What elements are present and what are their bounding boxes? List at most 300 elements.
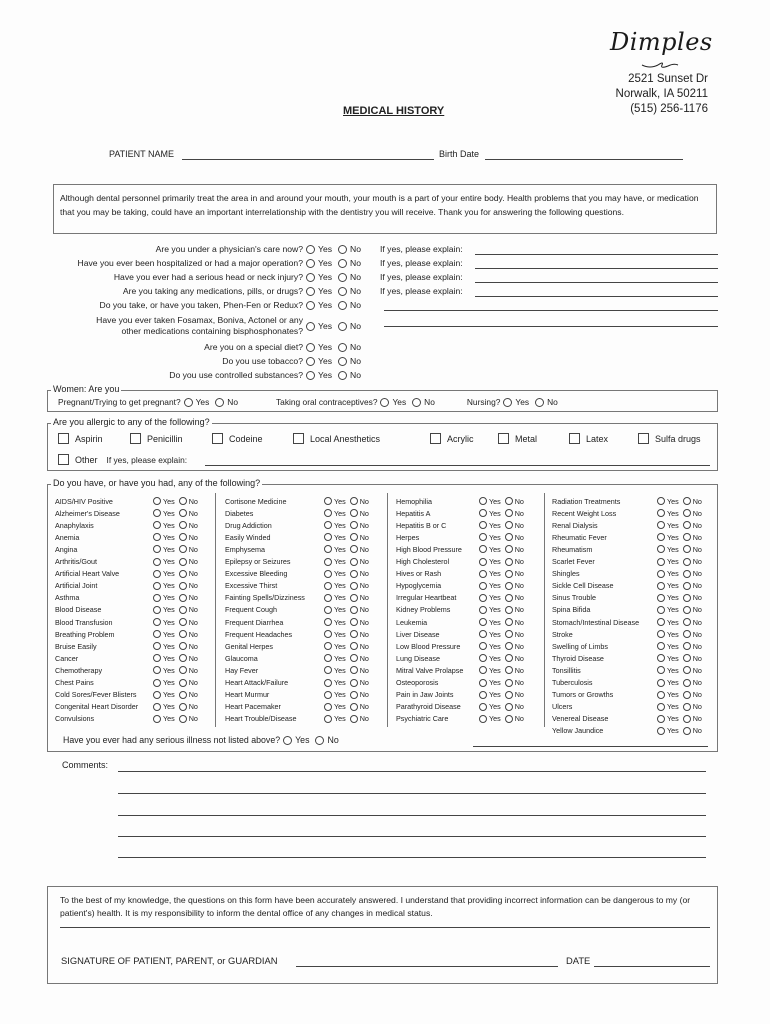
condition-yes-radio[interactable] — [324, 582, 332, 590]
condition-row — [55, 689, 198, 701]
comments-line[interactable] — [118, 771, 706, 772]
contraceptives-yes-radio[interactable] — [380, 398, 389, 407]
condition-yes-radio[interactable] — [153, 570, 161, 578]
yes-label: Yes — [163, 641, 175, 651]
condition-no-radio[interactable] — [179, 545, 187, 553]
condition-no-radio[interactable] — [505, 594, 513, 602]
no-label: No — [359, 508, 369, 518]
explain-field[interactable] — [475, 254, 718, 255]
allergy-other-label: Other — [75, 454, 98, 465]
condition-no-radio[interactable] — [683, 545, 691, 553]
condition-row — [552, 531, 702, 543]
no-label: No — [514, 678, 524, 687]
condition-no-radio[interactable] — [350, 618, 358, 626]
condition-row — [225, 701, 369, 713]
condition-row — [55, 495, 198, 507]
condition-no-radio[interactable] — [505, 666, 513, 674]
condition-no-radio[interactable] — [179, 521, 187, 529]
condition-name: Spina Bifida — [552, 605, 591, 615]
condition-no-radio[interactable] — [350, 558, 358, 566]
condition-name: Herpes — [396, 532, 420, 542]
condition-name: Parathyroid Disease — [396, 702, 461, 712]
contraceptives-no-radio[interactable] — [412, 398, 421, 407]
condition-name: Thyroid Disease — [552, 653, 604, 663]
condition-yes-radio[interactable] — [324, 703, 332, 711]
condition-no-radio[interactable] — [505, 497, 513, 505]
condition-yes-radio[interactable] — [153, 594, 161, 602]
yes-radio[interactable] — [306, 343, 315, 352]
condition-yes-radio[interactable] — [479, 691, 487, 699]
no-label: No — [359, 581, 369, 591]
condition-no-radio[interactable] — [350, 509, 358, 517]
allergy-checkbox[interactable] — [430, 433, 441, 444]
condition-yes-radio[interactable] — [153, 703, 161, 711]
condition-yes-radio[interactable] — [479, 654, 487, 662]
condition-no-radio[interactable] — [505, 618, 513, 626]
yes-label: Yes — [163, 593, 175, 603]
condition-yes-radio[interactable] — [657, 654, 665, 662]
condition-yes-radio[interactable] — [153, 630, 161, 638]
condition-no-radio[interactable] — [683, 533, 691, 541]
condition-no-radio[interactable] — [683, 642, 691, 650]
condition-no-radio[interactable] — [683, 570, 691, 578]
no-label: No — [424, 397, 435, 407]
yes-radio[interactable] — [306, 259, 315, 268]
no-radio[interactable] — [338, 259, 347, 268]
condition-no-radio[interactable] — [683, 594, 691, 602]
no-label: No — [514, 557, 524, 566]
condition-yes-radio[interactable] — [657, 594, 665, 602]
condition-row — [55, 640, 198, 652]
column-divider — [544, 493, 545, 727]
no-label: No — [188, 617, 198, 627]
yes-label: Yes — [318, 300, 333, 310]
condition-yes-radio[interactable] — [657, 703, 665, 711]
condition-no-radio[interactable] — [683, 606, 691, 614]
condition-yes-radio[interactable] — [657, 630, 665, 638]
condition-yes-radio[interactable] — [153, 618, 161, 626]
yes-label: Yes — [163, 544, 175, 554]
allergy-checkbox[interactable] — [569, 433, 580, 444]
yes-label: Yes — [163, 581, 175, 591]
condition-no-radio[interactable] — [350, 533, 358, 541]
condition-yes-radio[interactable] — [657, 679, 665, 687]
condition-no-radio[interactable] — [505, 630, 513, 638]
condition-no-radio[interactable] — [683, 654, 691, 662]
condition-yes-radio[interactable] — [153, 545, 161, 553]
condition-yes-radio[interactable] — [324, 691, 332, 699]
serious-illness-label: Have you ever had any serious illness not listed above? — [63, 735, 281, 745]
no-label: No — [359, 496, 369, 506]
condition-no-radio[interactable] — [505, 679, 513, 687]
allergy-checkbox[interactable] — [293, 433, 304, 444]
condition-yes-radio[interactable] — [479, 582, 487, 590]
allergy-other-checkbox[interactable] — [58, 454, 69, 465]
condition-yes-radio[interactable] — [324, 654, 332, 662]
condition-no-radio[interactable] — [350, 521, 358, 529]
explain-label: If yes, please explain: — [380, 244, 463, 254]
patient-name-field[interactable] — [182, 159, 434, 160]
comments-line[interactable] — [118, 857, 706, 858]
condition-yes-radio[interactable] — [657, 691, 665, 699]
allergy-label: Penicillin — [147, 433, 183, 444]
condition-yes-radio[interactable] — [153, 691, 161, 699]
condition-yes-radio[interactable] — [324, 545, 332, 553]
condition-row — [552, 628, 702, 640]
yes-radio[interactable] — [306, 287, 315, 296]
condition-no-radio[interactable] — [350, 703, 358, 711]
condition-no-radio[interactable] — [179, 497, 187, 505]
condition-yes-radio[interactable] — [153, 666, 161, 674]
condition-yes-radio[interactable] — [324, 630, 332, 638]
condition-no-radio[interactable] — [179, 679, 187, 687]
column-divider — [215, 493, 216, 727]
condition-no-radio[interactable] — [350, 570, 358, 578]
condition-no-radio[interactable] — [505, 606, 513, 614]
condition-yes-radio[interactable] — [657, 570, 665, 578]
yes-radio[interactable] — [306, 245, 315, 254]
condition-yes-radio[interactable] — [324, 606, 332, 614]
condition-yes-radio[interactable] — [657, 715, 665, 723]
condition-name: Anemia — [55, 532, 80, 542]
condition-name: Arthritis/Gout — [55, 557, 97, 566]
condition-no-radio[interactable] — [505, 703, 513, 711]
condition-no-radio[interactable] — [179, 558, 187, 566]
yes-label: Yes — [334, 581, 346, 591]
condition-name: Liver Disease — [396, 629, 440, 639]
condition-no-radio[interactable] — [179, 570, 187, 578]
nursing-yes-radio[interactable] — [503, 398, 512, 407]
allergy-checkbox[interactable] — [638, 433, 649, 444]
no-label: No — [359, 641, 369, 651]
condition-name: Congenital Heart Disorder — [55, 702, 139, 712]
no-radio[interactable] — [338, 245, 347, 254]
allergy-checkbox[interactable] — [58, 433, 69, 444]
condition-name: Heart Pacemaker — [225, 702, 281, 712]
condition-no-radio[interactable] — [683, 497, 691, 505]
yes-label: Yes — [489, 520, 501, 530]
no-label: No — [692, 544, 702, 554]
condition-name: Chest Pains — [55, 678, 94, 687]
condition-no-radio[interactable] — [350, 715, 358, 723]
condition-yes-radio[interactable] — [479, 679, 487, 687]
condition-yes-radio[interactable] — [324, 666, 332, 674]
condition-no-radio[interactable] — [505, 545, 513, 553]
health-question-text — [114, 272, 303, 283]
condition-row — [225, 640, 369, 652]
condition-no-radio[interactable] — [683, 558, 691, 566]
condition-row — [396, 628, 524, 640]
yes-label: Yes — [667, 678, 679, 687]
condition-no-radio[interactable] — [683, 630, 691, 638]
condition-no-radio[interactable] — [683, 618, 691, 626]
condition-no-radio[interactable] — [179, 654, 187, 662]
condition-yes-radio[interactable] — [479, 570, 487, 578]
condition-no-radio[interactable] — [179, 703, 187, 711]
yes-radio[interactable] — [306, 301, 315, 310]
condition-yes-radio[interactable] — [324, 521, 332, 529]
condition-no-radio[interactable] — [350, 582, 358, 590]
condition-no-radio[interactable] — [683, 679, 691, 687]
no-radio[interactable] — [338, 301, 347, 310]
condition-name: Drug Addiction — [225, 520, 272, 530]
condition-no-radio[interactable] — [179, 509, 187, 517]
condition-yes-radio[interactable] — [153, 558, 161, 566]
condition-yes-radio[interactable] — [153, 521, 161, 529]
condition-no-radio[interactable] — [683, 691, 691, 699]
allergy-label: Latex — [586, 433, 609, 444]
allergy-checkbox[interactable] — [212, 433, 223, 444]
condition-yes-radio[interactable] — [324, 570, 332, 578]
no-label: No — [514, 544, 524, 554]
condition-no-radio[interactable] — [505, 533, 513, 541]
condition-no-radio[interactable] — [505, 558, 513, 566]
yes-label: Yes — [489, 665, 501, 675]
condition-no-radio[interactable] — [683, 521, 691, 529]
condition-no-radio[interactable] — [683, 715, 691, 723]
no-label: No — [188, 569, 198, 579]
condition-yes-radio[interactable] — [479, 594, 487, 602]
explain-field[interactable] — [475, 282, 718, 283]
condition-no-radio[interactable] — [683, 727, 691, 735]
pregnant-no-radio[interactable] — [215, 398, 224, 407]
condition-yes-radio[interactable] — [657, 727, 665, 735]
allergy-option — [638, 433, 701, 444]
no-radio[interactable] — [338, 357, 347, 366]
practice-address — [608, 72, 708, 117]
condition-no-radio[interactable] — [179, 630, 187, 638]
no-label: No — [514, 641, 524, 651]
condition-no-radio[interactable] — [505, 642, 513, 650]
condition-no-radio[interactable] — [179, 533, 187, 541]
condition-no-radio[interactable] — [505, 691, 513, 699]
no-label: No — [350, 342, 362, 352]
no-label: No — [350, 321, 362, 331]
condition-yes-radio[interactable] — [479, 521, 487, 529]
condition-name: Hay Fever — [225, 665, 259, 675]
condition-yes-radio[interactable] — [657, 666, 665, 674]
condition-no-radio[interactable] — [350, 606, 358, 614]
health-question-text — [78, 258, 304, 269]
condition-no-radio[interactable] — [350, 497, 358, 505]
condition-no-radio[interactable] — [350, 666, 358, 674]
yes-label: Yes — [318, 258, 333, 268]
condition-yes-radio[interactable] — [324, 533, 332, 541]
condition-yes-radio[interactable] — [479, 703, 487, 711]
condition-no-radio[interactable] — [350, 594, 358, 602]
condition-yes-radio[interactable] — [324, 509, 332, 517]
comments-line[interactable] — [118, 836, 706, 837]
nursing-no-radio[interactable] — [535, 398, 544, 407]
condition-no-radio[interactable] — [350, 630, 358, 638]
condition-no-radio[interactable] — [179, 618, 187, 626]
condition-row — [396, 507, 524, 519]
condition-yes-radio[interactable] — [153, 582, 161, 590]
yes-label: Yes — [334, 532, 346, 542]
condition-yes-radio[interactable] — [153, 497, 161, 505]
condition-yes-radio[interactable] — [153, 533, 161, 541]
condition-row — [552, 677, 702, 689]
no-label: No — [188, 593, 198, 603]
condition-yes-radio[interactable] — [153, 642, 161, 650]
condition-yes-radio[interactable] — [657, 606, 665, 614]
condition-yes-radio[interactable] — [479, 715, 487, 723]
condition-yes-radio[interactable] — [657, 521, 665, 529]
condition-row — [55, 664, 198, 676]
yes-label: Yes — [667, 653, 679, 663]
condition-name: Ulcers — [552, 702, 573, 712]
no-label: No — [514, 496, 524, 506]
yes-radio[interactable] — [306, 322, 315, 331]
condition-yes-radio[interactable] — [479, 606, 487, 614]
condition-no-radio[interactable] — [179, 606, 187, 614]
condition-no-radio[interactable] — [179, 642, 187, 650]
yes-no-group — [303, 258, 361, 268]
no-radio[interactable] — [338, 371, 347, 380]
no-label: No — [227, 397, 238, 407]
nursing-question: Nursing? — [466, 397, 501, 407]
condition-yes-radio[interactable] — [153, 679, 161, 687]
condition-no-radio[interactable] — [179, 666, 187, 674]
yes-label: Yes — [334, 520, 346, 530]
condition-yes-radio[interactable] — [324, 594, 332, 602]
condition-name: Stomach/Intestinal Disease — [552, 617, 640, 627]
explain-field[interactable] — [475, 268, 718, 269]
date-field[interactable] — [594, 966, 710, 967]
allergy-checkbox[interactable] — [130, 433, 141, 444]
condition-name: Excessive Bleeding — [225, 569, 288, 579]
condition-yes-radio[interactable] — [479, 618, 487, 626]
condition-yes-radio[interactable] — [324, 618, 332, 626]
yes-label: Yes — [667, 593, 679, 603]
condition-no-radio[interactable] — [179, 691, 187, 699]
condition-no-radio[interactable] — [505, 654, 513, 662]
condition-no-radio[interactable] — [683, 509, 691, 517]
condition-no-radio[interactable] — [683, 703, 691, 711]
yes-label: Yes — [489, 690, 501, 700]
condition-yes-radio[interactable] — [479, 545, 487, 553]
condition-yes-radio[interactable] — [324, 497, 332, 505]
condition-yes-radio[interactable] — [657, 618, 665, 626]
condition-yes-radio[interactable] — [479, 642, 487, 650]
condition-yes-radio[interactable] — [479, 630, 487, 638]
no-radio[interactable] — [338, 273, 347, 282]
condition-yes-radio[interactable] — [324, 715, 332, 723]
serious-illness-no-radio[interactable] — [315, 736, 324, 745]
pregnant-yes-radio[interactable] — [184, 398, 193, 407]
condition-yes-radio[interactable] — [657, 582, 665, 590]
no-label: No — [188, 496, 198, 506]
yes-radio[interactable] — [306, 371, 315, 380]
condition-no-radio[interactable] — [350, 691, 358, 699]
no-radio[interactable] — [338, 287, 347, 296]
no-label: No — [188, 641, 198, 651]
condition-yes-radio[interactable] — [153, 509, 161, 517]
birth-date-field[interactable] — [485, 159, 683, 160]
yes-label: Yes — [334, 593, 346, 603]
allergy-other-explain-field[interactable] — [205, 465, 710, 466]
condition-yes-radio[interactable] — [324, 558, 332, 566]
condition-yes-radio[interactable] — [657, 545, 665, 553]
no-label: No — [188, 581, 198, 591]
condition-name: Bruise Easily — [55, 641, 97, 651]
condition-yes-radio[interactable] — [324, 679, 332, 687]
condition-no-radio[interactable] — [350, 642, 358, 650]
signature-field[interactable] — [296, 966, 558, 967]
yes-label: Yes — [489, 605, 501, 615]
condition-yes-radio[interactable] — [657, 533, 665, 541]
health-question-text — [96, 315, 303, 337]
no-label: No — [188, 520, 198, 530]
condition-name: Pain in Jaw Joints — [396, 690, 454, 700]
yes-radio[interactable] — [306, 273, 315, 282]
condition-yes-radio[interactable] — [153, 606, 161, 614]
no-radio[interactable] — [338, 322, 347, 331]
condition-no-radio[interactable] — [179, 594, 187, 602]
attestation-text: To the best of my knowledge, the questions on this form have been accurately answered. I understand that providing incorrect information can be dangerous to my (or patient's) health. It is my responsibility to inform the dental office of any changes in medical status. — [60, 895, 691, 918]
condition-yes-radio[interactable] — [324, 642, 332, 650]
condition-no-radio[interactable] — [683, 666, 691, 674]
yes-radio[interactable] — [306, 357, 315, 366]
condition-yes-radio[interactable] — [153, 654, 161, 662]
serious-illness-yes-radio[interactable] — [283, 736, 292, 745]
condition-yes-radio[interactable] — [153, 715, 161, 723]
serious-illness-explain-field[interactable] — [473, 746, 708, 747]
no-label: No — [514, 605, 524, 615]
condition-no-radio[interactable] — [683, 582, 691, 590]
condition-row — [55, 519, 198, 531]
condition-row — [552, 519, 702, 531]
allergy-label: Sulfa drugs — [655, 433, 701, 444]
condition-row — [225, 543, 369, 555]
condition-no-radio[interactable] — [179, 715, 187, 723]
condition-name: Glaucoma — [225, 653, 258, 663]
condition-yes-radio[interactable] — [657, 642, 665, 650]
condition-yes-radio[interactable] — [479, 497, 487, 505]
condition-no-radio[interactable] — [505, 509, 513, 517]
comments-line[interactable] — [118, 815, 706, 816]
condition-yes-radio[interactable] — [657, 509, 665, 517]
no-radio[interactable] — [338, 343, 347, 352]
explain-label: If yes, please explain: — [380, 258, 463, 268]
condition-no-radio[interactable] — [350, 679, 358, 687]
condition-row — [225, 531, 369, 543]
explain-field[interactable] — [475, 296, 718, 297]
no-label: No — [188, 653, 198, 663]
health-question-text — [99, 300, 303, 311]
condition-no-radio[interactable] — [350, 545, 358, 553]
condition-yes-radio[interactable] — [657, 497, 665, 505]
condition-yes-radio[interactable] — [479, 533, 487, 541]
condition-no-radio[interactable] — [505, 570, 513, 578]
condition-yes-radio[interactable] — [479, 666, 487, 674]
condition-yes-radio[interactable] — [657, 558, 665, 566]
comments-line[interactable] — [118, 793, 706, 794]
yes-label: Yes — [334, 641, 346, 651]
condition-no-radio[interactable] — [505, 582, 513, 590]
condition-no-radio[interactable] — [505, 521, 513, 529]
no-label: No — [188, 508, 198, 518]
condition-yes-radio[interactable] — [479, 558, 487, 566]
answer-field[interactable] — [384, 326, 718, 327]
condition-yes-radio[interactable] — [479, 509, 487, 517]
answer-field[interactable] — [384, 310, 718, 311]
allergy-checkbox[interactable] — [498, 433, 509, 444]
condition-no-radio[interactable] — [179, 582, 187, 590]
condition-no-radio[interactable] — [350, 654, 358, 662]
condition-no-radio[interactable] — [505, 715, 513, 723]
yes-label: Yes — [163, 520, 175, 530]
